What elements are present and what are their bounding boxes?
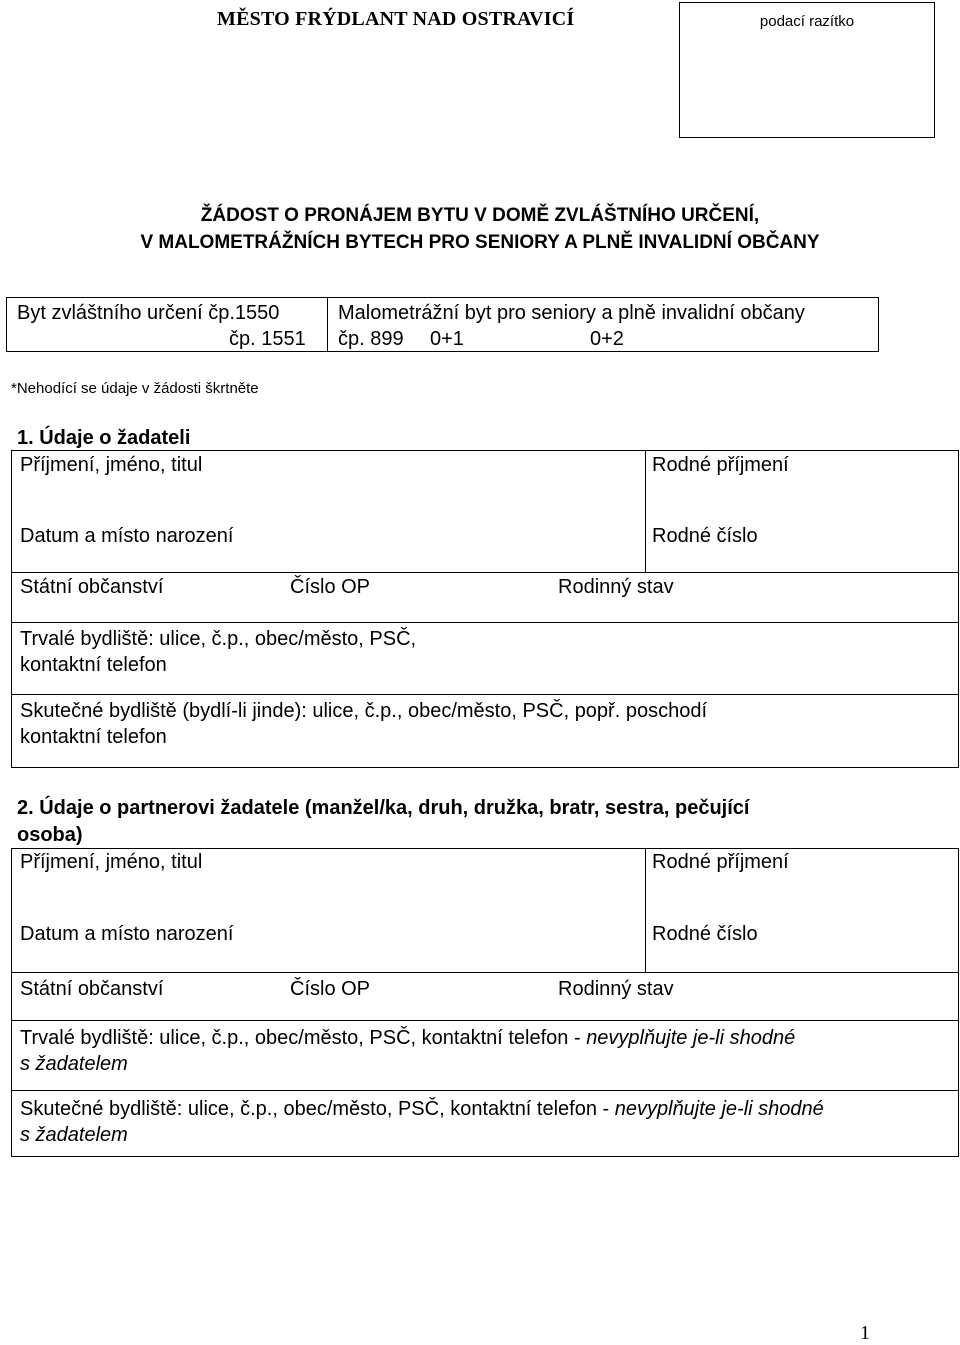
special-apartment-option[interactable]: Byt zvláštního určení čp.1550	[17, 302, 280, 324]
town-name: MĚSTO FRÝDLANT NAD OSTRAVICÍ	[217, 8, 575, 30]
partner-permanent-address-note-cont: s žadatelem	[20, 1053, 128, 1075]
apartment-type-divider	[327, 297, 328, 352]
form-title-line1: ŽÁDOST O PRONÁJEM BYTU V DOMĚ ZVLÁŠTNÍHO URČENÍ,	[200, 205, 760, 226]
section1-col-divider	[645, 450, 646, 572]
partner-id-card-field[interactable]: Číslo OP	[290, 978, 371, 1000]
applicant-name-field[interactable]: Příjmení, jméno, titul	[20, 454, 203, 476]
small-apartment-cp[interactable]: čp. 899	[338, 328, 404, 350]
applicant-permanent-address-phone: kontaktní telefon	[20, 654, 167, 676]
partner-actual-address-field[interactable]: Skutečné bydliště: ulice, č.p., obec/město, PSČ, kontaktní telefon - nevyplňujte je-li shodné	[20, 1098, 824, 1120]
option-0-2[interactable]: 0+2	[590, 328, 624, 350]
section2-heading-cont: osoba)	[17, 824, 83, 846]
applicant-marital-status-field[interactable]: Rodinný stav	[558, 576, 674, 598]
partner-birth-date-place-field[interactable]: Datum a místo narození	[20, 923, 234, 945]
partner-permanent-address-field[interactable]: Trvalé bydliště: ulice, č.p., obec/město, PSČ, kontaktní telefon - nevyplňujte je-li shodné	[20, 1027, 796, 1049]
small-apartment-option[interactable]: Malometrážní byt pro seniory a plně invalidní občany	[338, 302, 805, 324]
applicant-birth-surname-field[interactable]: Rodné příjmení	[652, 454, 789, 476]
section2-heading: 2. Údaje o partnerovi žadatele (manžel/ka, druh, družka, bratr, sestra, pečující	[17, 797, 750, 819]
strike-note: *Nehodící se údaje v žádosti škrtněte	[11, 380, 259, 397]
section2-row-divider-3	[11, 1090, 959, 1091]
applicant-birth-date-place-field[interactable]: Datum a místo narození	[20, 525, 234, 547]
section2-row-divider-2	[11, 1020, 959, 1021]
partner-birth-surname-field[interactable]: Rodné příjmení	[652, 851, 789, 873]
section1-row-divider-3	[11, 694, 959, 695]
partner-name-field[interactable]: Příjmení, jméno, titul	[20, 851, 203, 873]
partner-actual-address-note-cont: s žadatelem	[20, 1124, 128, 1146]
applicant-citizenship-field[interactable]: Státní občanství	[20, 576, 164, 598]
applicant-actual-address-field[interactable]: Skutečné bydliště (bydlí-li jinde): ulice, č.p., obec/město, PSČ, popř. poschodí	[20, 700, 708, 722]
section1-row-divider-2	[11, 622, 959, 623]
partner-permanent-address-note: nevyplňujte je-li shodné	[586, 1027, 796, 1049]
special-apartment-cp[interactable]: čp. 1551	[229, 328, 306, 350]
stamp-label: podací razítko	[759, 13, 855, 30]
partner-citizenship-field[interactable]: Státní občanství	[20, 978, 164, 1000]
stamp-box	[679, 2, 935, 138]
section2-col-divider	[645, 848, 646, 972]
applicant-birth-number-field[interactable]: Rodné číslo	[652, 525, 758, 547]
applicant-actual-address-phone: kontaktní telefon	[20, 726, 167, 748]
option-0-1[interactable]: 0+1	[430, 328, 464, 350]
applicant-permanent-address-field[interactable]: Trvalé bydliště: ulice, č.p., obec/město, PSČ,	[20, 628, 417, 650]
section2-row-divider-1	[11, 972, 959, 973]
page-number: 1	[860, 1322, 870, 1344]
partner-birth-number-field[interactable]: Rodné číslo	[652, 923, 758, 945]
section1-row-divider-1	[11, 572, 959, 573]
form-title-line2: V MALOMETRÁŽNÍCH BYTECH PRO SENIORY A PLNĚ INVALIDNÍ OBČANY	[140, 232, 820, 253]
partner-actual-address-note: nevyplňujte je-li shodné	[614, 1098, 824, 1120]
partner-marital-status-field[interactable]: Rodinný stav	[558, 978, 674, 1000]
section1-heading: 1. Údaje o žadateli	[17, 427, 191, 449]
applicant-id-card-field[interactable]: Číslo OP	[290, 576, 371, 598]
